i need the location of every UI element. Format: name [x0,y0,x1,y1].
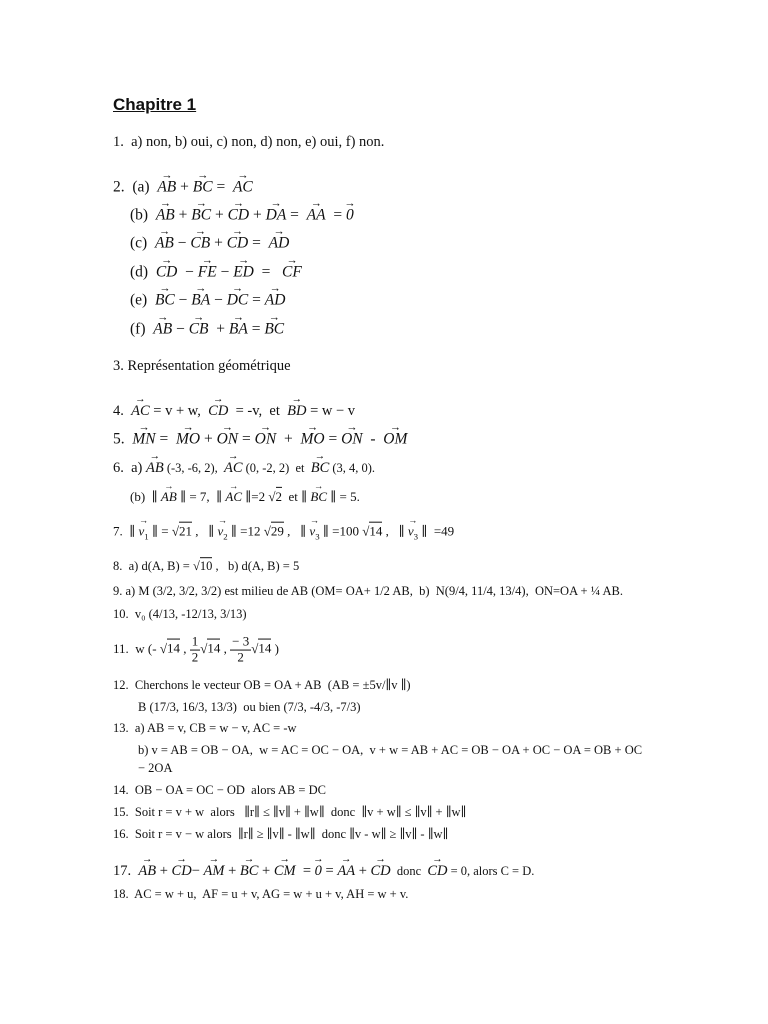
answer-9 [113,584,623,600]
vector-name: v [217,523,224,539]
text-run: + [174,206,192,224]
vector-term [233,177,253,196]
text-run: 14. OB − OA = OC − OD alors AB = DC [113,783,326,798]
vector-name: BA [228,320,248,338]
text-run: 13. a) AB = v, CB = w − v, AC = -w [113,721,297,736]
text-run: ∥ = 5. [327,488,360,504]
text-run: , b) d(A, B) = 5 [212,559,300,574]
answer-12-continued [138,700,361,716]
vector-term [255,429,277,448]
text-run: √ [171,523,179,539]
vector-term [311,459,330,477]
vector-term [198,262,217,281]
vector-term [227,233,249,252]
vector-name: MN [132,430,156,448]
vector-term [274,862,296,880]
text-run: 12. Cherchons le vecteur OB = OA + AB (AB = ±5v/∥v ∥) [113,678,411,693]
vector-name: BC [154,291,175,309]
answer-16 [113,827,448,843]
vector-term [217,429,239,448]
answer-8 [113,559,299,575]
text-run: (3, 4, 0). [329,460,375,475]
text-run: = [212,178,233,196]
answer-5 [113,429,407,448]
text-run: , [179,640,190,656]
vector-term [146,459,164,477]
answer-13b [138,743,642,759]
vector-index: 1 [144,531,149,542]
text-run: = v + w, [149,402,209,419]
radicand: 10 [199,559,213,574]
vector-name: AB [138,862,157,879]
answer-7 [113,524,454,543]
vector-term [427,862,447,880]
vector-name: CD [208,402,229,419]
vector-name: v [407,523,414,539]
text-run: − [191,862,204,879]
radicand: 21 [178,523,192,539]
text-run: + [176,178,193,196]
vector-name: AD [268,234,290,252]
vector-name: BC [310,488,328,504]
text-run: (-3, -6, 2), [163,460,224,475]
text-run: ∥ = 7, ∥ [176,488,226,504]
text-run: − 2OA [138,761,173,776]
text-run: 16. Soit r = v − w alors ∥r∥ ≥ ∥v∥ - ∥w∥ donc ∥v - w∥ ≥ ∥v∥ - ∥w∥ [113,827,449,842]
text-run: ∥=2 [242,488,269,504]
answer-4 [113,402,355,420]
text-run: = [324,430,342,448]
vector-term [264,319,284,338]
text-run: 5. [113,430,133,448]
radicand: 14 [258,640,272,656]
answer-17 [113,862,534,880]
text-run: − [210,291,227,309]
text-run: + [200,430,217,448]
text-run: 8. a) d(A, B) = [113,559,193,574]
vector-term [240,862,259,880]
text-run: − [177,263,198,281]
vector-name: ON [254,430,277,448]
answer-11 [113,635,279,666]
vector-name: AB [153,320,173,338]
fraction [190,635,201,666]
vector-name: MO [176,430,201,448]
text-run: = [253,263,282,281]
vector-term [155,233,174,252]
answer-2b [130,205,354,224]
vector-name: ON [341,430,363,448]
text-run: + [258,862,274,879]
text-run: + [249,206,266,224]
answer-14 [113,783,326,799]
text-run: 1. a) non, b) oui, c) non, d) non, e) oui, f) non. [113,133,385,150]
answer-2d [130,262,302,281]
text-run: + [276,430,301,448]
vector-name: CB [188,320,209,338]
text-run: 6. a) [113,459,147,476]
vector-name: v [138,523,145,539]
text-run: 9. a) M (3/2, 3/2, 3/2) est milieu de AB (OM= OA+ 1/2 AB, b) N(9/4, 11/4, 13/4), ON=OA + ¼ AB. [113,584,624,599]
text-run: b) v = AB = OB − OA, w = AC = OC − OA, v + w = AB + AC = OB − OA + OC − OA = OB + OC [138,743,643,758]
vector-name: AC [223,459,243,476]
vector-term [190,233,210,252]
vector-name: AC [232,178,253,196]
fraction [230,635,251,666]
vector-name: v [309,523,316,539]
text-run: + [156,862,172,879]
text-run: ∥ =100 [319,523,363,539]
vector-name: AA [306,206,326,224]
vector-term [156,205,175,224]
vector-term [287,402,306,420]
vector-index: 3 [413,531,419,542]
text-run: + [355,862,371,879]
text-run: = [325,206,346,224]
vector-name: AB [154,234,174,252]
vector-term [228,205,250,224]
vector-name: BA [191,291,211,309]
vector-term [153,319,172,338]
answer-6b [130,489,360,505]
vector-term [193,177,213,196]
text-run: ∥ = [148,523,172,539]
vector-name: ED [233,263,254,281]
numerator: 1 [191,633,199,649]
vector-name: CD [427,862,448,879]
text-run: - [362,430,384,448]
vector-name: AB [155,206,175,224]
vector-name: AC [225,488,243,504]
vector-name: ON [216,430,239,448]
text-run: donc [390,863,428,878]
text-run: = w − v [306,402,356,419]
vector-term [217,524,227,543]
text-run: = [248,291,265,309]
answer-18 [113,887,408,903]
text-run: (0, -2, 2) et [242,460,311,475]
vector-term [307,205,326,224]
text-run: = [295,862,315,879]
vector-term [315,862,322,880]
text-run: 4. [113,402,132,419]
radicand: 14 [166,640,180,656]
vector-term [191,290,210,309]
vector-term [156,262,178,281]
radicand: 29 [270,523,284,539]
text-run: √ [192,559,200,574]
vector-name: AD [264,291,286,309]
chapter-title: Chapitre 1 [113,95,197,114]
answer-6a [113,459,375,477]
vector-term [337,862,355,880]
vector-name: 0 [345,206,354,224]
vector-term [189,319,209,338]
vector-name: DA [265,206,287,224]
vector-name: CM [273,862,296,879]
text-run: = [321,862,338,879]
vector-term [383,429,407,448]
vector-name: FE [197,263,217,281]
text-run: , ∥ [191,523,218,539]
text-run: 15. Soit r = v + w alors ∥r∥ ≤ ∥v∥ + ∥w∥ donc ∥v + w∥ ≤ ∥v∥ + ∥w∥ [113,805,467,820]
text-run: − [174,291,192,309]
radicand: 14 [369,523,383,539]
text-run: = [155,430,176,448]
vector-term [300,429,324,448]
text-run: (e) [130,291,155,309]
vector-name: CF [281,263,302,281]
vector-name: BC [192,178,213,196]
vector-name: 0 [314,862,322,879]
answer-2e [130,290,285,309]
vector-term [266,205,287,224]
vector-term [138,862,156,880]
text-run: , ∥ [382,523,408,539]
text-run: + [211,206,228,224]
vector-name: AB [157,178,177,196]
vector-name: CD [155,263,178,281]
radicand: 14 [207,640,221,656]
text-run: (c) [130,234,155,252]
numerator: − 3 [232,633,250,649]
text-run: − [172,320,189,338]
denominator: 2 [237,649,244,665]
vector-index: 2 [223,531,228,542]
vector-term [208,402,228,420]
vector-term [408,524,418,543]
vector-name: AA [337,862,356,879]
vector-term [132,429,155,448]
text-run: √ [362,523,370,539]
text-run: 10. v₀ (4/13, -12/13, 3/13) [113,607,247,622]
text-run: + [224,862,240,879]
denominator: 2 [191,649,199,665]
vector-term [265,290,286,309]
vector-name: CD [370,862,391,879]
text-run: √ [268,488,276,504]
vector-term [371,862,391,880]
vector-name: BC [191,206,212,224]
answer-10 [113,607,247,623]
vector-term [161,489,177,505]
answer-2a [113,177,253,196]
vector-term [225,489,242,505]
text-run: 18. AC = w + u, AF = u + v, AG = w + u + v, AH = w + v. [113,887,409,902]
vector-name: CB [190,234,211,252]
text-run: ) [271,640,279,656]
text-run: √ [200,640,208,656]
answer-13a [113,721,297,737]
vector-name: BC [239,862,259,879]
text-run: = [286,206,307,224]
answer-3 [113,357,291,375]
vector-term [282,262,302,281]
vector-term [131,402,150,420]
text-run: √ [263,523,271,539]
vector-term [139,524,149,543]
vector-name: CD [226,234,249,252]
text-run: − [173,234,191,252]
text-run: + [210,234,227,252]
vector-name: AB [146,459,164,476]
text-run: (d) [130,263,156,281]
vector-term [229,319,248,338]
text-run: = 0, alors C = D. [447,863,535,878]
vector-name: MO [300,430,325,448]
text-run: (f) [130,320,154,338]
vector-term [310,489,327,505]
text-run: , [220,640,231,656]
text-run: ∥ =49 [418,523,455,539]
text-run: 17. [113,862,139,879]
vector-term [155,290,175,309]
vector-name: CD [171,862,192,879]
vector-name: BC [310,459,330,476]
radicand: 2 [275,488,283,504]
vector-name: CD [227,206,250,224]
vector-term [204,862,225,880]
text-run: + [208,320,229,338]
answer-12 [113,678,411,694]
text-run: et ∥ [282,488,311,504]
vector-term [191,205,211,224]
vector-name: AM [203,862,225,879]
text-run: B (17/3, 16/3, 13/3) ou bien (7/3, -4/3, -7/3) [138,700,361,715]
vector-term [309,524,319,543]
text-run: (b) [130,206,156,224]
text-run: − [216,263,234,281]
text-run: 11. w (- [113,640,160,656]
vector-term [227,290,249,309]
vector-term [224,459,243,477]
vector-term [346,205,354,224]
answer-13b-continued [138,761,172,777]
text-run: 7. ∥ [113,523,139,539]
vector-name: BC [264,320,285,338]
text-run: = [248,234,269,252]
text-run: ∥ =12 [227,523,264,539]
vector-term [176,429,200,448]
answer-2c [130,233,289,252]
vector-term [233,262,254,281]
vector-name: AC [131,402,150,419]
vector-index: 3 [315,531,320,542]
text-run: 3. Représentation géométrique [113,357,291,374]
text-run: √ [159,640,167,656]
vector-term [269,233,290,252]
text-run: = -v, et [228,402,288,419]
text-run: , ∥ [283,523,310,539]
answer-1 [113,133,384,151]
text-run: (b) ∥ [130,488,161,504]
vector-term [341,429,363,448]
vector-name: DC [226,291,249,309]
text-run: = [238,430,255,448]
text-run: √ [251,640,259,656]
text-run: = [247,320,265,338]
vector-name: OM [383,430,408,448]
text-run: 2. (a) [113,178,158,196]
answer-2f [130,319,284,338]
vector-name: AB [160,488,177,504]
vector-term [157,177,176,196]
vector-term [172,862,192,880]
answer-15 [113,805,466,821]
vector-name: BD [287,402,307,419]
